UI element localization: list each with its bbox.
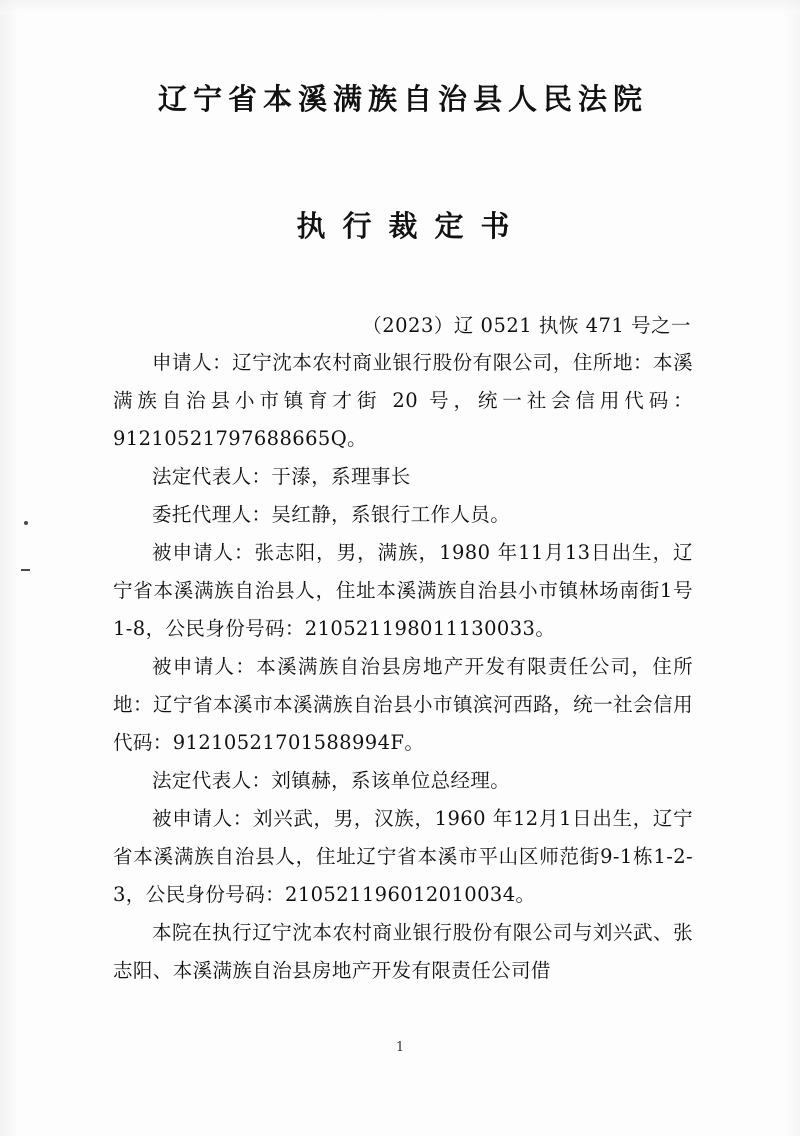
scan-edge-right — [784, 0, 800, 1136]
paragraph-legal-representative-1: 法定代表人：于溙，系理事长 — [152, 465, 411, 488]
scan-edge-left — [0, 0, 18, 1136]
scan-edge-top — [0, 0, 800, 14]
page-number: 1 — [395, 1040, 405, 1055]
document-body — [113, 76, 693, 990]
paragraph-respondent-3: 被申请人：刘兴武，男，汉族，1960 年12月1日出生，辽宁省本溪满族自治县人，住址辽宁省本溪市平山区师范街9-1栋1-2-3，公民身份号码：210521196012010034。 — [113, 807, 693, 906]
paragraph-applicant: 申请人：辽宁沈本农村商业银行股份有限公司，住所地：本溪满族自治县小市镇育才街 20 号，统一社会信用代码：91210521797688665Q。 — [113, 351, 693, 450]
court-title: 辽宁省本溪满族自治县人民法院 — [157, 82, 648, 116]
paragraph-agent: 委托代理人：吴红静，系银行工作人员。 — [152, 503, 511, 526]
paragraph-case-summary: 本院在执行辽宁沈本农村商业银行股份有限公司与刘兴武、张志阳、本溪满族自治县房地产开发有限责任公司借 — [113, 921, 693, 982]
document-title: 执行裁定书 — [296, 209, 527, 243]
margin-mark-dash — [21, 569, 30, 571]
paragraph-respondent-1: 被申请人：张志阳，男，满族，1980 年11月13日出生，辽宁省本溪满族自治县人，住址本溪满族自治县小市镇林场南街1号1-8，公民身份号码：210521198011130033。 — [113, 541, 693, 640]
margin-mark-dot — [24, 521, 28, 525]
case-number: （2023）辽 0521 执恢 471 号之一 — [362, 314, 691, 337]
paragraph-respondent-2: 被申请人：本溪满族自治县房地产开发有限责任公司，住所地：辽宁省本溪市本溪满族自治县小市镇滨河西路，统一社会信用代码：91210521701588994F。 — [113, 655, 693, 754]
paragraph-legal-representative-2: 法定代表人：刘镇赫，系该单位总经理。 — [152, 769, 511, 792]
